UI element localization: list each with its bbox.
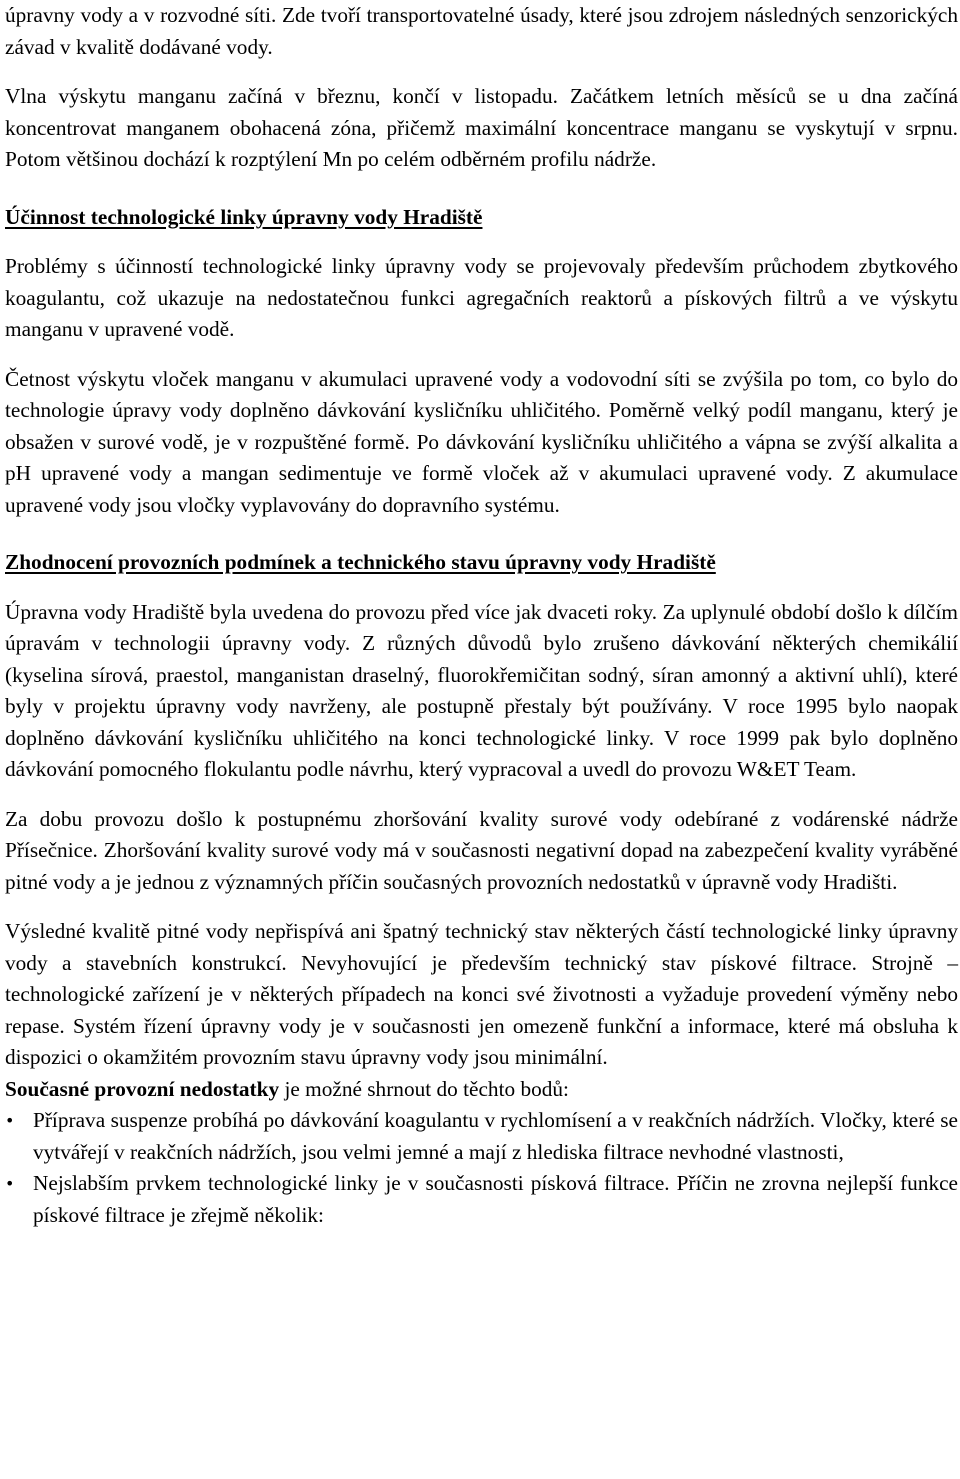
- deficiency-list: [5, 1105, 958, 1231]
- list-item: [5, 1105, 958, 1168]
- document-page: [5, 0, 958, 1231]
- paragraph-technical-state: Výsledné kvalitě pitné vody nepřispívá ani špatný technický stav některých částí technologické linky úpravny vody a stavebních konstrukcí. Nevyhovující je především technický stav pískové filtrace. Strojně – technologické zařízení je v některých případech na konci své životnosti a vyžaduje provedení výměny nebo repase. Systém řízení úpravny vody je v současnosti jen omezeně funkční a informace, které má obsluha k dispozici o okamžitém provozním stavu úpravny vody jsou minimální.: [5, 919, 958, 1069]
- paragraph-intro-continuation: úpravny vody a v rozvodné síti. Zde tvoří transportovatelné úsady, které jsou zdrojem následných senzorických závad v kvalitě dodávané vody.: [5, 3, 958, 59]
- list-item-text: Nejslabším prvkem technologické linky je v současnosti písková filtrace. Příčin ne zrovna nejlepší funkce pískové filtrace je zřejmě několik:: [33, 1171, 958, 1227]
- list-item: [5, 1168, 958, 1231]
- paragraph-flake-frequency: Četnost výskytu vloček manganu v akumulaci upravené vody a vodovodní síti se zvýšila po tom, co bylo do technologie úpravy vody doplněno dávkování kysličníku uhličitého. Poměrně velký podíl manganu, který je obsažen v surové vodě, je v rozpuštěné formě. Po dávkování kysličníku uhličitého a vápna se zvýší alkalita a pH upravené vody a mangan sedimentuje ve formě vloček až v akumulaci upravené vody. Z akumulace upravené vody jsou vločky vyplavovány do dopravního systému.: [5, 366, 958, 517]
- paragraph-manganese-wave: Vlna výskytu manganu začíná v březnu, končí v listopadu. Začátkem letních měsíců se u dna začíná koncentrovat manganem obohacená zóna, přičemž maximální koncentrace manganu se vyskytují v srpnu. Potom většinou dochází k rozptýlení Mn po celém odběrném profilu nádrže.: [5, 84, 958, 171]
- paragraph-current-deficiencies: [5, 1074, 958, 1106]
- paragraph-efficiency-problems: Problémy s účinností technologické linky úpravny vody se projevovaly především průchodem zbytkového koagulantu, což ukazuje na nedostatečnou funkci agregačních reaktorů a pískových filtrů a ve výskytu manganu v upravené vodě.: [5, 254, 958, 341]
- lead-continuation-text: je možné shrnout do těchto bodů:: [279, 1076, 569, 1101]
- section-heading-evaluation: Zhodnocení provozních podmínek a technického stavu úpravny vody Hradiště: [5, 550, 716, 574]
- section-heading-efficiency: Účinnost technologické linky úpravny vody Hradiště: [5, 204, 483, 229]
- paragraph-plant-history: Úpravna vody Hradiště byla uvedena do provozu před více jak dvaceti roky. Za uplynulé období došlo k dílčím úpravám v technologii úpravny vody. Z různých důvodů bylo zrušeno dávkování některých chemikálií (kyselina sírová, praestol, manganistan draselný, fluorokřemičitan sodný, síran amonný a aktivní uhlí), které byly v projektu úpravny vody navrženy, ale postupně přestaly být používány. V roce 1995 bylo naopak doplněno dávkování kysličníku uhličitého na konci technologické linky. V roce 1999 pak bylo doplněno dávkování pomocného flokulantu podle návrhu, který vypracoval a uvedl do provozu W&ET Team.: [5, 599, 958, 781]
- bold-lead-text: Současné provozní nedostatky: [5, 1076, 280, 1101]
- bullet-icon: •: [5, 1174, 15, 1193]
- list-item-text: Příprava suspenze probíhá po dávkování koagulantu v rychlomísení a v reakčních nádržích. Vločky, které se vytvářejí v reakčních nádržích, jsou velmi jemné a mají z hlediska filtrace nevhodné vlastnosti,: [33, 1108, 958, 1164]
- bullet-icon: •: [5, 1111, 15, 1130]
- paragraph-raw-water-quality: Za dobu provozu došlo k postupnému zhoršování kvality surové vody odebírané z vodárenské nádrže Přísečnice. Zhoršování kvality surové vody má v současnosti negativní dopad na zabezpečení kvality vyráběné pitné vody a je jednou z významných příčin současných provozních nedostatků v úpravně vody Hradišti.: [5, 806, 958, 894]
